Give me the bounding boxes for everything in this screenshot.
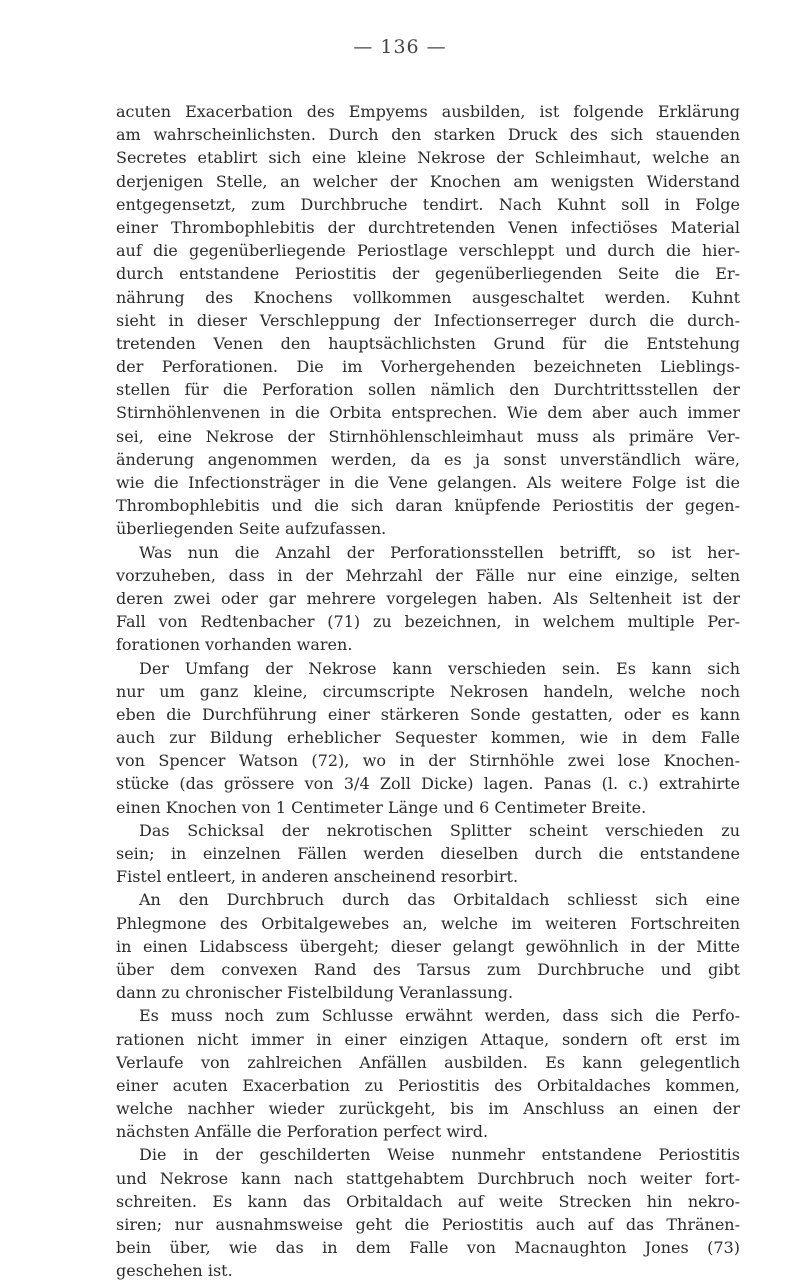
- text-line: schreiten. Es kann das Orbitaldach auf weite Strecken hin nekro-: [116, 1191, 740, 1211]
- text-line: nächsten Anfälle die Perforation perfect wird.: [116, 1122, 489, 1142]
- text-line: auch zur Bildung erheblicher Sequester kommen, wie in dem Falle: [116, 728, 740, 748]
- text-line: acuten Exacerbation des Empyems ausbilden, ist folgende Erklärung: [116, 102, 740, 121]
- text-line: wie die Infectionsträger in die Vene gelangen. Als weitere Folge ist die: [116, 473, 740, 492]
- text-line: deren zwei oder gar mehrere vorgelegen haben. Als Seltenheit ist der: [116, 588, 740, 608]
- text-line: Thrombophlebitis und die sich daran knüpfende Periostitis der gegen-: [116, 496, 740, 516]
- text-line: rationen nicht immer in einer einzigen Attaque, sondern oft erst im: [116, 1029, 740, 1049]
- text-line: An den Durchbruch durch das Orbitaldach schliesst sich eine: [139, 890, 740, 910]
- text-line: vorzuheben, dass in der Mehrzahl der Fälle nur eine einzige, selten: [116, 565, 740, 585]
- text-line: Was nun die Anzahl der Perforationsstellen betrifft, so ist her-: [139, 542, 740, 562]
- text-line: sei, eine Nekrose der Stirnhöhlenschleimhaut muss als primäre Ver-: [116, 426, 740, 446]
- text-line: Fistel entleert, in anderen anscheinend resorbirt.: [116, 867, 519, 887]
- text-line: forationen vorhanden waren.: [116, 635, 353, 655]
- text-line: Verlaufe von zahlreichen Anfällen ausbilden. Es kann gelegentlich: [116, 1052, 740, 1072]
- text-line: stücke (das grössere von 3/4 Zoll Dicke) lagen. Panas (l. c.) extrahirte: [116, 774, 740, 794]
- text-line: und Nekrose kann nach stattgehabtem Durchbruch noch weiter fort-: [116, 1168, 740, 1188]
- text-line: einen Knochen von 1 Centimeter Länge und 6 Centimeter Breite.: [116, 797, 647, 817]
- text-line: änderung angenommen werden, da es ja sonst unverständlich wäre,: [116, 449, 740, 469]
- text-line: stellen für die Perforation sollen nämlich den Durchtrittsstellen der: [116, 380, 740, 400]
- text-line: tretenden Venen den hauptsächlichsten Grund für die Entstehung: [116, 333, 740, 353]
- text-line: nährung des Knochens vollkommen ausgeschaltet werden. Kuhnt: [116, 287, 740, 307]
- text-line: dann zu chronischer Fistelbildung Veranlassung.: [116, 983, 514, 1003]
- text-line: Secretes etablirt sich eine kleine Nekrose der Schleimhaut, welche an: [116, 148, 740, 168]
- text-line: Phlegmone des Orbitalgewebes an, welche im weiteren Fortschreiten: [116, 913, 740, 933]
- text-line: welche nachher wieder zurückgeht, bis im Anschluss an einen der: [116, 1099, 740, 1119]
- text-line: sieht in dieser Verschleppung der Infectionserreger durch die durch-: [116, 310, 740, 330]
- text-line: überliegenden Seite aufzufassen.: [116, 519, 387, 539]
- text-line: über dem convexen Rand des Tarsus zum Durchbruche und gibt: [116, 959, 740, 979]
- text-line: Es muss noch zum Schlusse erwähnt werden, dass sich die Perfo-: [139, 1006, 740, 1026]
- text-line: in einen Lidabscess übergeht; dieser gelangt gewöhnlich in der Mitte: [116, 936, 740, 956]
- page-number: — 136 —: [353, 36, 447, 58]
- text-line: nur um ganz kleine, circumscripte Nekrosen handeln, welche noch: [116, 681, 740, 701]
- text-line: am wahrscheinlichsten. Durch den starken Druck des sich stauenden: [116, 125, 740, 145]
- text-line: einer Thrombophlebitis der durchtretenden Venen infectiöses Material: [116, 217, 740, 237]
- text-line: der Perforationen. Die im Vorhergehenden bezeichneten Lieblings-: [116, 357, 740, 377]
- text-line: siren; nur ausnahmsweise geht die Periostitis auch auf das Thränen-: [116, 1215, 740, 1234]
- text-line: von Spencer Watson (72), wo in der Stirnhöhle zwei lose Knochen-: [116, 751, 740, 771]
- text-line: auf die gegenüberliegende Periostlage verschleppt und durch die hier-: [116, 241, 740, 261]
- text-line: Stirnhöhlenvenen in die Orbita entsprechen. Wie dem aber auch immer: [116, 403, 740, 423]
- text-line: geschehen ist.: [116, 1261, 233, 1281]
- text-line: Die in der geschilderten Weise nunmehr entstandene Periostitis: [139, 1145, 740, 1165]
- text-line: einer acuten Exacerbation zu Periostitis des Orbitaldaches kommen,: [116, 1075, 740, 1095]
- text-line: Das Schicksal der nekrotischen Splitter scheint verschieden zu: [139, 820, 740, 840]
- body-text: [116, 100, 740, 1283]
- text-line: bein über, wie das in dem Falle von Macnaughton Jones (73): [116, 1238, 740, 1258]
- text-line: Fall von Redtenbacher (71) zu bezeichnen, in welchem multiple Per-: [116, 612, 740, 632]
- text-line: derjenigen Stelle, an welcher der Knochen am wenigsten Widerstand: [116, 171, 740, 191]
- text-line: durch entstandene Periostitis der gegenüberliegenden Seite die Er-: [116, 264, 740, 284]
- text-line: entgegensetzt, zum Durchbruche tendirt. Nach Kuhnt soll in Folge: [116, 194, 740, 214]
- text-line: eben die Durchführung einer stärkeren Sonde gestatten, oder es kann: [116, 704, 740, 724]
- text-line: Der Umfang der Nekrose kann verschieden sein. Es kann sich: [139, 658, 740, 678]
- text-line: sein; in einzelnen Fällen werden dieselben durch die entstandene: [116, 844, 740, 863]
